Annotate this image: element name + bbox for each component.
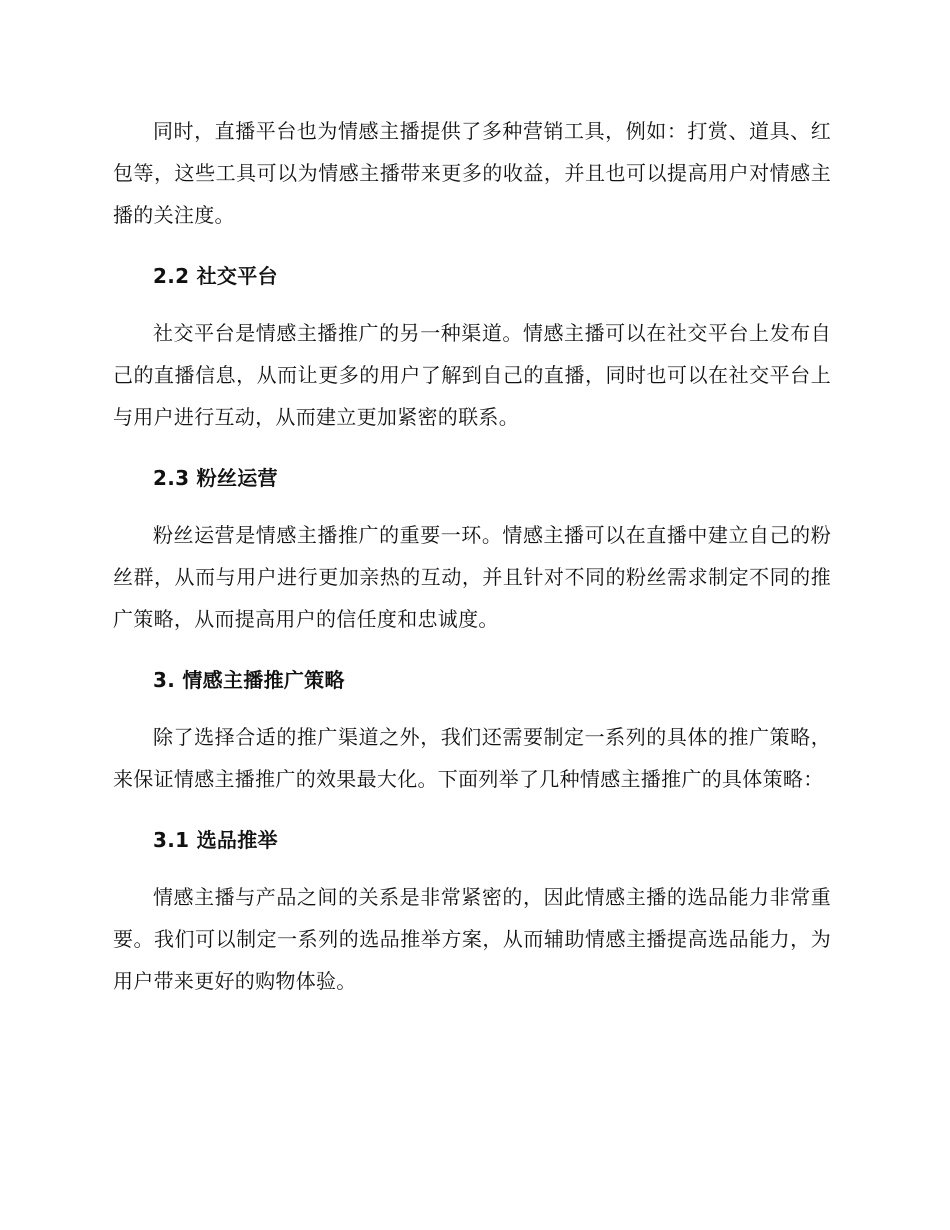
document-body xyxy=(113,110,831,1021)
paragraph-product-selection: 情感主播与产品之间的关系是非常紧密的，因此情感主播的选品能力非常重要。我们可以制定一系列的选品推举方案，从而辅助情感主播提高选品能力，为用户带来更好的购物体验。 xyxy=(113,885,831,993)
paragraph-promotion-strategy: 除了选择合适的推广渠道之外，我们还需要制定一系列的具体的推广策略，来保证情感主播推广的效果最大化。下面列举了几种情感主播推广的具体策略： xyxy=(113,725,831,791)
paragraph-social-platform: 社交平台是情感主播推广的另一种渠道。情感主播可以在社交平台上发布自己的直播信息，从而让更多的用户了解到自己的直播，同时也可以在社交平台上与用户进行互动，从而建立更加紧密的联系。 xyxy=(113,321,831,429)
paragraph-fan-operation: 粉丝运营是情感主播推广的重要一环。情感主播可以在直播中建立自己的粉丝群，从而与用户进行更加亲热的互动，并且针对不同的粉丝需求制定不同的推广策略，从而提高用户的信任度和忠诚度。 xyxy=(113,523,831,631)
section-heading-2-3: 2.3 粉丝运营 xyxy=(153,466,278,490)
paragraph-live-platform-tools: 同时，直播平台也为情感主播提供了多种营销工具，例如：打赏、道具、红包等，这些工具可以为情感主播带来更多的收益，并且也可以提高用户对情感主播的关注度。 xyxy=(113,119,831,227)
section-heading-2-2: 2.2 社交平台 xyxy=(153,264,278,288)
section-heading-3-1: 3.1 选品推举 xyxy=(153,828,278,852)
section-heading-3: 3. 情感主播推广策略 xyxy=(153,668,345,692)
